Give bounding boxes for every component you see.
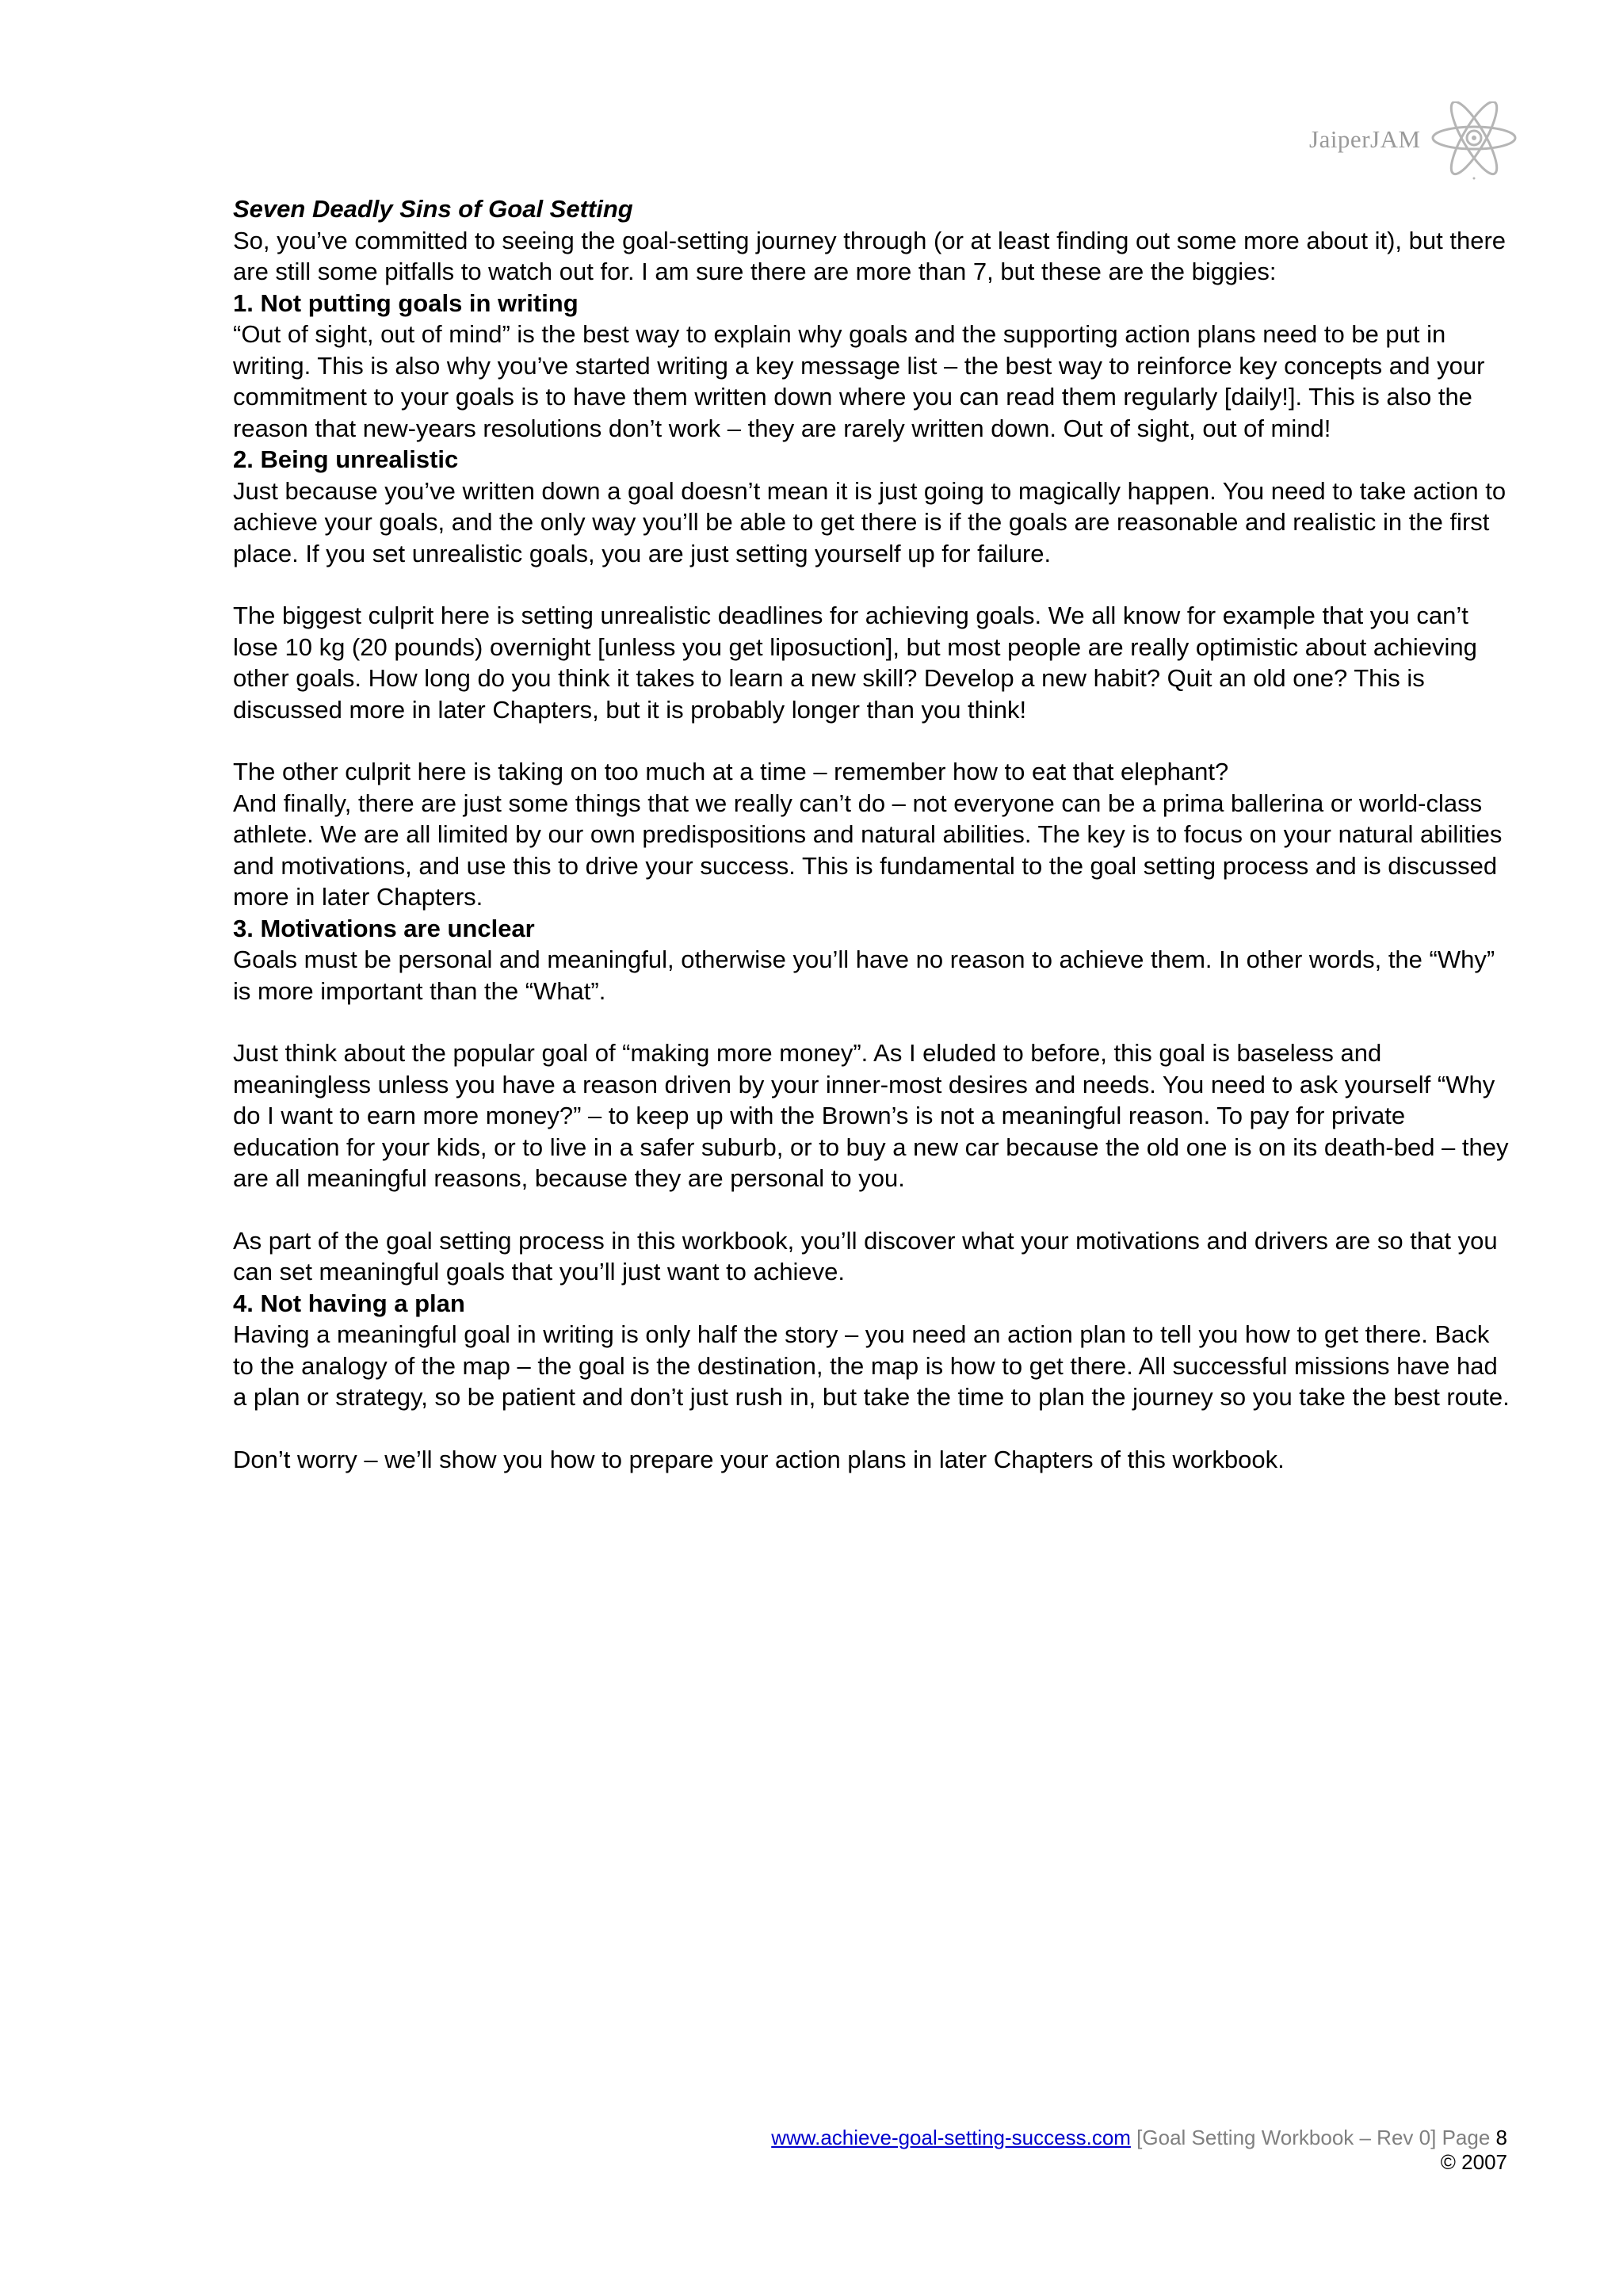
atom-icon: [1425, 101, 1523, 181]
section-paragraph: Goals must be personal and meaningful, otherwise you’ll have no reason to achieve them. In other words, the “Why” is more important than the “What”.: [233, 946, 1495, 1005]
section-paragraph: And finally, there are just some things that we really can’t do – not everyone can be a prima ballerina or world-class athlete. We are all limited by our own predispositions and natural abilities. The key is to focus on your natural abilities and motivations, and use this to drive your success. This is fundamental to the goal setting process and is discussed more in later Chapters.: [233, 789, 1503, 911]
footer-line: [771, 2126, 1507, 2150]
section-paragraph: As part of the goal setting process in this workbook, you’ll discover what your motivations and drivers are so that you can set meaningful goals that you’ll just want to achieve.: [233, 1226, 1498, 1286]
section-paragraph: The biggest culprit here is setting unrealistic deadlines for achieving goals. We all know for example that you can’t lose 10 kg (20 pounds) overnight [unless you get liposuction], but most people are really optimistic about achieving other goals. How long do you think it takes to learn a new skill? Develop a new habit? Quit an old one? This is discussed more in later Chapters, but it is probably longer than you think!: [233, 602, 1477, 724]
document-body: [233, 193, 1510, 1475]
intro-paragraph: So, you’ve committed to seeing the goal-setting journey through (or at least finding out some more about it), but there are still some pitfalls to watch out for. I am sure there are more than 7, but these are the biggies:: [233, 226, 1507, 285]
logo-text: JaiperJAM: [1309, 125, 1421, 153]
page-number: 8: [1495, 2126, 1507, 2149]
page-label: Page: [1442, 2126, 1491, 2149]
section-paragraph: “Out of sight, out of mind” is the best way to explain why goals and the supporting action plans need to be put in writing. This is also why you’ve started writing a key message list – the best way to reinforce key concepts and your commitment to your goals is to have them written down where you can read them regularly [daily!]. This is also the reason that new-years resolutions don’t work – they are rarely written down. Out of sight, out of mind!: [233, 320, 1485, 442]
section-paragraph: The other culprit here is taking on too much at a time – remember how to eat that elephant?: [233, 758, 1229, 785]
section-paragraph: Having a meaningful goal in writing is only half the story – you need an action plan to tell you how to get there. Back to the analogy of the map – the goal is the destination, the map is how to get there. All successful missions have had a plan or strategy, so be patient and don’t just rush in, but take the time to plan the journey so you take the best route.: [233, 1320, 1510, 1411]
section-heading: 4. Not having a plan: [233, 1289, 465, 1317]
page-footer: [771, 2126, 1507, 2175]
section-paragraph: Just because you’ve written down a goal doesn’t mean it is just going to magically happen. You need to take action to achieve your goals, and the only way you’ll be able to get there is if the goals are reasonable and realistic in the first place. If you set unrealistic goals, you are just setting yourself up for failure.: [233, 476, 1507, 567]
copyright: © 2007: [1440, 2150, 1507, 2174]
section-paragraph: Just think about the popular goal of “making more money”. As I eluded to before, this goal is baseless and meaningless unless you have a reason driven by your inner-most desires and needs. You need to ask yourself “Why do I want to earn more money?” – to keep up with the Brown’s is not a meaningful reason. To pay for private education for your kids, or to live in a safer suburb, or to buy a new car because the old one is on its death-bed – they are all meaningful reasons, because they are personal to you.: [233, 1039, 1509, 1192]
website-link[interactable]: www.achieve-goal-setting-success.com: [771, 2126, 1131, 2149]
section-paragraph: Don’t worry – we’ll show you how to prepare your action plans in later Chapters of this workbook.: [233, 1445, 1285, 1473]
section-heading: 2. Being unrealistic: [233, 445, 459, 473]
header-logo: [1300, 101, 1522, 181]
document-title: Seven Deadly Sins of Goal Setting: [233, 195, 633, 223]
section-heading: 1. Not putting goals in writing: [233, 288, 579, 317]
section-heading: 3. Motivations are unclear: [233, 914, 535, 942]
document-reference: [Goal Setting Workbook – Rev 0]: [1136, 2126, 1437, 2149]
